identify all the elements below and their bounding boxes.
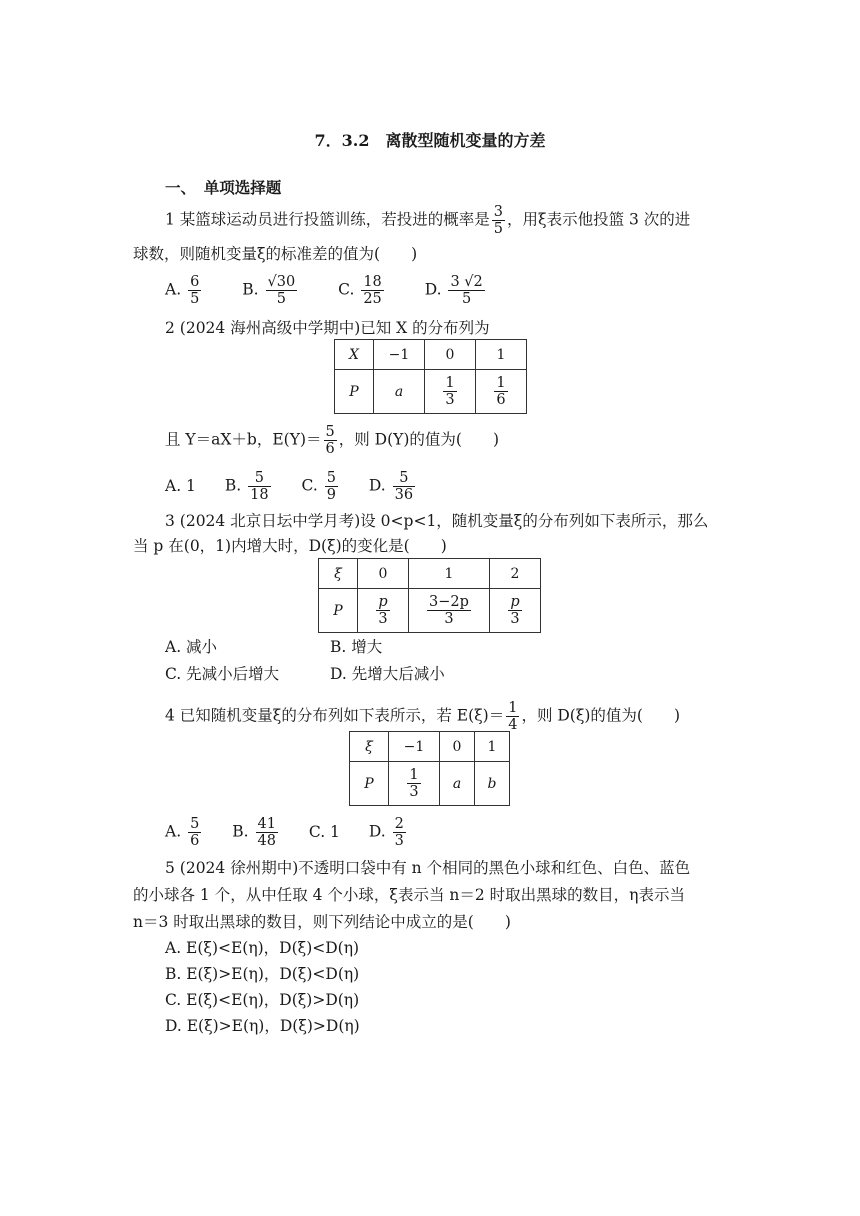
- table-cell: $\frac{1}{6}$: [476, 370, 527, 414]
- q1-option-d[interactable]: D. $\frac{3 √2}{5}$: [424, 274, 483, 307]
- table-cell: P: [335, 370, 374, 414]
- q4-stem: 4 已知随机变量ξ的分布列如下表所示，若 E(ξ)＝ $\frac{1}{4}$ ，则 D(ξ)的值为( ): [165, 700, 681, 733]
- table-cell: a: [440, 762, 475, 806]
- q1-stem-post: ，用ξ表示他投篮 3 次的进: [507, 210, 691, 229]
- table-cell: 1: [475, 732, 510, 762]
- table-cell: X: [335, 340, 374, 370]
- table-cell: ξ: [350, 732, 389, 762]
- q1-stem-line2: 球数，则随机变量ξ的标准差的值为( ): [133, 245, 418, 263]
- q1-option-c[interactable]: C. $\frac{18}{25}$: [338, 274, 382, 307]
- table-cell: 2: [490, 559, 541, 589]
- table-cell: b: [475, 762, 510, 806]
- q1-option-a[interactable]: A. $\frac{6}{5}$: [165, 274, 200, 307]
- page-title: 7．3.2 离散型随机变量的方差: [314, 131, 546, 150]
- table-cell: ξ: [319, 559, 358, 589]
- table-cell: P: [319, 589, 358, 633]
- q4-option-b[interactable]: B. $\frac{41}{48}$: [232, 816, 276, 849]
- q3-option-d[interactable]: D. 先增大后减小: [330, 665, 445, 683]
- q2-option-b[interactable]: B. $\frac{5}{18}$: [224, 470, 269, 503]
- q4-option-a[interactable]: A. $\frac{5}{6}$: [165, 816, 200, 849]
- q5-stem-line1: 5 (2024 徐州期中)不透明口袋中有 n 个相同的黑色小球和红色、白色、蓝色: [165, 859, 691, 877]
- table-cell: −1: [389, 732, 440, 762]
- table-cell: $\frac{p}{3}$: [358, 589, 409, 633]
- q1-option-b[interactable]: B. $\frac{√30}{5}$: [242, 274, 296, 307]
- section-heading: 一、 单项选择题: [165, 178, 282, 197]
- q3-option-c[interactable]: C. 先减小后增大: [165, 665, 280, 683]
- table-cell: $\frac{3-2p}{3}$: [409, 589, 490, 633]
- table-cell: 0: [425, 340, 476, 370]
- table-cell: 0: [358, 559, 409, 589]
- q2-condition: 且 Y＝aX＋b，E(Y)＝ $\frac{5}{6}$ ，则 D(Y)的值为( ): [165, 424, 500, 457]
- table-cell: a: [374, 370, 425, 414]
- table-cell: $\frac{p}{3}$: [490, 589, 541, 633]
- q4-option-c[interactable]: C. 1: [308, 822, 340, 841]
- q5-option-a[interactable]: A. E(ξ)<E(η)，D(ξ)<D(η): [165, 939, 360, 957]
- q2-stem: 2 (2024 海州高级中学期中)已知 X 的分布列为: [165, 319, 490, 337]
- q3-option-b[interactable]: B. 增大: [330, 638, 383, 656]
- table-cell: $\frac{1}{3}$: [425, 370, 476, 414]
- q5-stem-line2: 的小球各 1 个，从中任取 4 个小球，ξ表示当 n＝2 时取出黑球的数目，η表示当: [133, 886, 685, 904]
- q2-option-a[interactable]: A. 1: [165, 476, 196, 495]
- q2-option-d[interactable]: D. $\frac{5}{36}$: [368, 470, 414, 503]
- q1-stem-line1: [165, 204, 690, 237]
- table-cell: P: [350, 762, 389, 806]
- q1-prob-fraction: $\frac{3}{5}$: [493, 204, 504, 237]
- q4-options: [165, 816, 432, 849]
- q2-option-c[interactable]: C. $\frac{5}{9}$: [301, 470, 336, 503]
- q4-option-d[interactable]: D. $\frac{2}{3}$: [368, 816, 404, 849]
- q5-option-b[interactable]: B. E(ξ)>E(η)，D(ξ)<D(η): [165, 965, 360, 983]
- q2-distribution-table: [334, 339, 527, 414]
- table-cell: −1: [374, 340, 425, 370]
- q3-stem-line2: 当 p 在(0，1)内增大时，D(ξ)的变化是( ): [133, 537, 447, 555]
- q3-stem-line1: 3 (2024 北京日坛中学月考)设 0<p<1，随机变量ξ的分布列如下表所示，那么: [165, 512, 709, 530]
- q3-distribution-table: [318, 558, 541, 633]
- q5-stem-line3: n＝3 时取出黑球的数目，则下列结论中成立的是( ): [133, 913, 511, 931]
- table-cell: $\frac{1}{3}$: [389, 762, 440, 806]
- q1-options: [165, 274, 521, 307]
- q5-option-d[interactable]: D. E(ξ)>E(η)，D(ξ)>D(η): [165, 1017, 360, 1035]
- q5-option-c[interactable]: C. E(ξ)<E(η)，D(ξ)>D(η): [165, 991, 360, 1009]
- q3-option-a[interactable]: A. 减小: [165, 638, 218, 656]
- q1-stem-pre: 1 某篮球运动员进行投篮训练，若投进的概率是: [165, 210, 490, 229]
- table-cell: 1: [409, 559, 490, 589]
- table-cell: 1: [476, 340, 527, 370]
- q2-options: [165, 470, 441, 503]
- q4-distribution-table: [349, 731, 510, 806]
- table-cell: 0: [440, 732, 475, 762]
